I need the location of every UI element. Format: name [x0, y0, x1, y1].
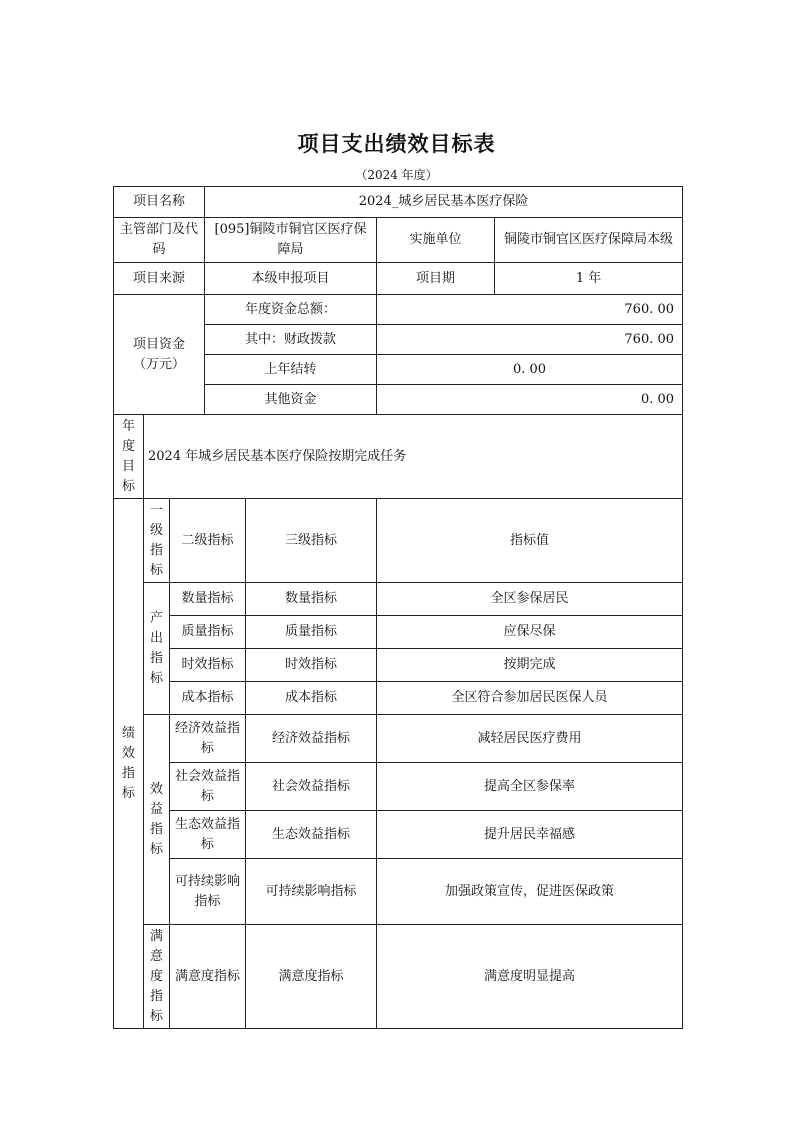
value-cell: 减轻居民医疗费用: [377, 715, 683, 763]
value-cell: 加强政策宣传，促进医保政策: [377, 859, 683, 925]
department-value: [095]铜陵市铜官区医疗保障局: [205, 218, 377, 263]
funds-other-value: 0. 00: [377, 385, 683, 415]
funds-other-label: 其他资金: [205, 385, 377, 415]
project-name-value: 2024_城乡居民基本医疗保险: [205, 187, 683, 218]
indicator-value-header: 指标值: [377, 499, 683, 583]
funds-total-row: [114, 295, 683, 325]
page-title: 项目支出绩效目标表: [297, 132, 496, 156]
level2-cell: 可持续影响指标: [170, 859, 246, 925]
annual-goal-text: 2024 年城乡居民基本医疗保险按期完成任务: [144, 415, 683, 499]
table-row: [114, 583, 683, 616]
department-row: [114, 218, 683, 263]
level2-cell: 时效指标: [170, 649, 246, 682]
level3-indicator-header: 三级指标: [246, 499, 377, 583]
value-cell: 应保尽保: [377, 616, 683, 649]
level3-cell: 数量指标: [246, 583, 377, 616]
level2-cell: 成本指标: [170, 682, 246, 715]
satisfaction-indicators-label: 满 意 度 指 标: [144, 925, 170, 1029]
project-source-value: 本级申报项目: [205, 263, 377, 295]
benefit-indicators-label: 效 益 指 标: [144, 715, 170, 925]
level2-cell: 数量指标: [170, 583, 246, 616]
table-row: [114, 925, 683, 1029]
level3-cell: 时效指标: [246, 649, 377, 682]
annual-goal-label: 年 度 目 标: [114, 415, 144, 499]
project-funds-label: [114, 295, 205, 415]
value-cell: 全区符合参加居民医保人员: [377, 682, 683, 715]
level1-indicator-header: 一 级 指 标: [144, 499, 170, 583]
project-period-label: 项目期: [377, 263, 495, 295]
project-name-row: [114, 187, 683, 218]
performance-table: [113, 186, 683, 1029]
table-row: [114, 763, 683, 811]
level3-cell: 质量指标: [246, 616, 377, 649]
indicator-header-row: [114, 499, 683, 583]
implementing-unit-value: 铜陵市铜官区医疗保障局本级: [495, 218, 683, 263]
funds-fiscal-value: 760. 00: [377, 325, 683, 355]
level3-cell: 可持续影响指标: [246, 859, 377, 925]
table-row: [114, 859, 683, 925]
value-cell: 全区参保居民: [377, 583, 683, 616]
department-label: 主管部门及代码: [114, 218, 205, 263]
level3-cell: 社会效益指标: [246, 763, 377, 811]
level3-cell: 生态效益指标: [246, 811, 377, 859]
funds-carryover-label: 上年结转: [205, 355, 377, 385]
performance-indicators-label: 绩 效 指 标: [114, 499, 144, 1029]
level3-cell: 经济效益指标: [246, 715, 377, 763]
level2-cell: 质量指标: [170, 616, 246, 649]
implementing-unit-label: 实施单位: [377, 218, 495, 263]
funds-carryover-value: 0. 00: [377, 355, 683, 385]
output-indicators-label: 产 出 指 标: [144, 583, 170, 715]
funds-total-value: 760. 00: [377, 295, 683, 325]
level2-cell: 经济效益指标: [170, 715, 246, 763]
year-subtitle: （2024 年度）: [355, 168, 438, 182]
table-row: [114, 649, 683, 682]
project-period-value: 1 年: [495, 263, 683, 295]
level3-cell: 成本指标: [246, 682, 377, 715]
level2-cell: 满意度指标: [170, 925, 246, 1029]
project-funds-label-line1: 项目资金: [133, 336, 186, 352]
level2-cell: 生态效益指标: [170, 811, 246, 859]
table-row: [114, 682, 683, 715]
table-row: [114, 715, 683, 763]
value-cell: 按期完成: [377, 649, 683, 682]
level2-cell: 社会效益指标: [170, 763, 246, 811]
value-cell: 提升居民幸福感: [377, 811, 683, 859]
table-row: [114, 616, 683, 649]
level2-indicator-header: 二级指标: [170, 499, 246, 583]
value-cell: 满意度明显提高: [377, 925, 683, 1029]
level3-cell: 满意度指标: [246, 925, 377, 1029]
table-row: [114, 811, 683, 859]
value-cell: 提高全区参保率: [377, 763, 683, 811]
annual-goal-row: [114, 415, 683, 499]
funds-total-label: 年度资金总额：: [205, 295, 377, 325]
project-name-label: 项目名称: [114, 187, 205, 218]
project-source-label: 项目来源: [114, 263, 205, 295]
project-funds-label-line2: （万元）: [133, 356, 186, 372]
project-source-row: [114, 263, 683, 295]
funds-fiscal-label: 其中：财政拨款: [205, 325, 377, 355]
